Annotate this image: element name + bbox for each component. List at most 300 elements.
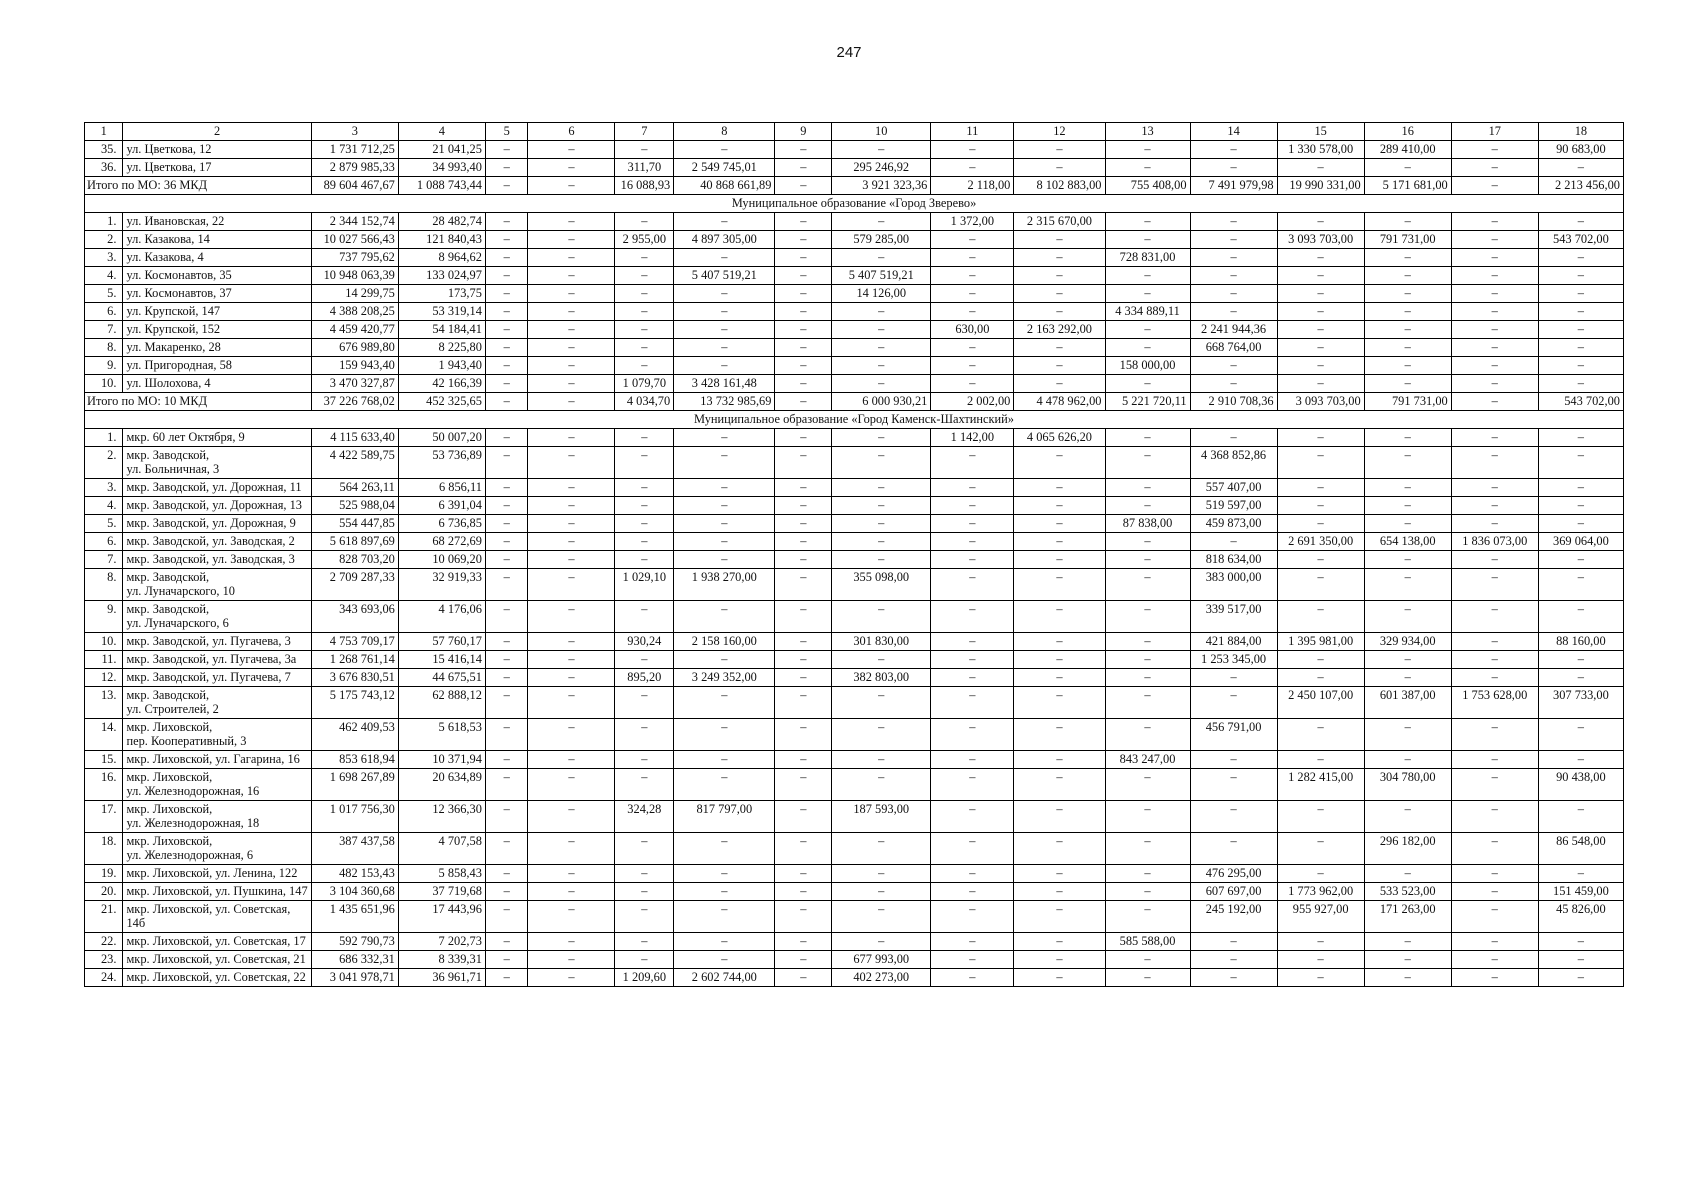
table-cell: – xyxy=(674,865,775,883)
table-cell: – xyxy=(1105,633,1190,651)
table-cell: 2 002,00 xyxy=(931,393,1014,411)
table-cell: – xyxy=(1105,339,1190,357)
table-cell: 1 268 761,14 xyxy=(311,651,398,669)
table-cell: 37 719,68 xyxy=(398,883,485,901)
table-cell: – xyxy=(1014,249,1105,267)
row-number: 3. xyxy=(85,249,123,267)
table-cell: 14 126,00 xyxy=(832,285,931,303)
row-number: 8. xyxy=(85,569,123,601)
header-cell: 13 xyxy=(1105,123,1190,141)
table-cell: – xyxy=(1277,951,1364,969)
table-cell: 301 830,00 xyxy=(832,633,931,651)
table-cell: 8 102 883,00 xyxy=(1014,177,1105,195)
table-cell: – xyxy=(1277,933,1364,951)
table-cell: – xyxy=(832,769,931,801)
table-cell: 482 153,43 xyxy=(311,865,398,883)
table-cell: 4 897 305,00 xyxy=(674,231,775,249)
table-cell: – xyxy=(1538,719,1623,751)
table-cell: 28 482,74 xyxy=(398,213,485,231)
table-cell: 1 253 345,00 xyxy=(1190,651,1277,669)
row-number: 5. xyxy=(85,285,123,303)
total-row xyxy=(85,393,1624,411)
table-cell: – xyxy=(1364,375,1451,393)
table-cell: – xyxy=(674,141,775,159)
table-cell: 2 241 944,36 xyxy=(1190,321,1277,339)
table-cell: – xyxy=(931,267,1014,285)
row-number: 8. xyxy=(85,339,123,357)
address-cell: ул. Макаренко, 28 xyxy=(123,339,311,357)
table-cell: – xyxy=(832,933,931,951)
table-cell: – xyxy=(1451,303,1538,321)
table-cell: – xyxy=(485,303,528,321)
row-number: 13. xyxy=(85,687,123,719)
table-cell: 1 142,00 xyxy=(931,429,1014,447)
table-cell: – xyxy=(1190,969,1277,987)
section-title: Муниципальное образование «Город Каменск-Шахтинский» xyxy=(85,411,1624,429)
table-cell: 3 249 352,00 xyxy=(674,669,775,687)
address-cell: ул. Пригородная, 58 xyxy=(123,357,311,375)
table-cell: 1 938 270,00 xyxy=(674,569,775,601)
table-cell: – xyxy=(775,569,832,601)
table-cell: – xyxy=(775,769,832,801)
address-cell: мкр. Лиховской, ул. Гагарина, 16 xyxy=(123,751,311,769)
table-cell: – xyxy=(775,969,832,987)
table-cell: – xyxy=(1364,285,1451,303)
table-cell: 2 602 744,00 xyxy=(674,969,775,987)
table-cell: – xyxy=(674,285,775,303)
table-cell: – xyxy=(832,901,931,933)
table-cell: – xyxy=(1451,231,1538,249)
table-cell: – xyxy=(1364,213,1451,231)
table-cell: – xyxy=(775,177,832,195)
table-cell: 329 934,00 xyxy=(1364,633,1451,651)
table-cell: – xyxy=(1364,357,1451,375)
table-cell: – xyxy=(1105,321,1190,339)
table-cell: – xyxy=(1451,357,1538,375)
table-cell: – xyxy=(485,669,528,687)
table-row xyxy=(85,231,1624,249)
table-cell: – xyxy=(1105,141,1190,159)
table-cell: 677 993,00 xyxy=(832,951,931,969)
table-cell: – xyxy=(485,339,528,357)
table-cell: 452 325,65 xyxy=(398,393,485,411)
table-cell: – xyxy=(1190,429,1277,447)
table-cell: – xyxy=(615,719,674,751)
table-cell: – xyxy=(1364,719,1451,751)
table-cell: – xyxy=(528,497,615,515)
table-row xyxy=(85,651,1624,669)
table-cell: – xyxy=(528,321,615,339)
table-cell: – xyxy=(775,285,832,303)
table-row xyxy=(85,751,1624,769)
table-cell: – xyxy=(832,321,931,339)
table-cell: – xyxy=(528,833,615,865)
table-cell: – xyxy=(931,569,1014,601)
table-row xyxy=(85,321,1624,339)
table-cell: – xyxy=(1538,865,1623,883)
table-cell: – xyxy=(1364,159,1451,177)
address-cell: мкр. Лиховской, ул. Советская, 17 xyxy=(123,933,311,951)
table-cell: – xyxy=(1451,213,1538,231)
table-cell: 355 098,00 xyxy=(832,569,931,601)
table-cell: – xyxy=(485,213,528,231)
table-cell: – xyxy=(485,357,528,375)
table-cell: – xyxy=(485,719,528,751)
table-cell: – xyxy=(931,801,1014,833)
table-cell: – xyxy=(528,601,615,633)
table-cell: 519 597,00 xyxy=(1190,497,1277,515)
table-cell: – xyxy=(1014,719,1105,751)
address-cell: мкр. Заводской, ул. Заводская, 2 xyxy=(123,533,311,551)
table-cell: – xyxy=(1277,303,1364,321)
table-cell: 5 171 681,00 xyxy=(1364,177,1451,195)
table-cell: 12 366,30 xyxy=(398,801,485,833)
table-cell: – xyxy=(1190,303,1277,321)
table-cell: – xyxy=(674,751,775,769)
table-cell: – xyxy=(931,303,1014,321)
table-cell: 6 736,85 xyxy=(398,515,485,533)
table-cell: – xyxy=(931,357,1014,375)
table-cell: 737 795,62 xyxy=(311,249,398,267)
table-cell: 554 447,85 xyxy=(311,515,398,533)
table-cell: 456 791,00 xyxy=(1190,719,1277,751)
table-cell: – xyxy=(775,497,832,515)
table-cell: – xyxy=(1277,159,1364,177)
address-cell: мкр. Лиховской, ул. Советская, 14б xyxy=(123,901,311,933)
table-cell: 369 064,00 xyxy=(1538,533,1623,551)
row-number: 9. xyxy=(85,357,123,375)
table-row xyxy=(85,285,1624,303)
address-cell: мкр. Лиховской, ул. Пушкина, 147 xyxy=(123,883,311,901)
table-cell: 68 272,69 xyxy=(398,533,485,551)
table-cell: 1 435 651,96 xyxy=(311,901,398,933)
table-cell: – xyxy=(931,951,1014,969)
table-row xyxy=(85,601,1624,633)
table-cell: – xyxy=(485,375,528,393)
table-cell: – xyxy=(1538,497,1623,515)
table-cell: – xyxy=(1014,141,1105,159)
table-cell: – xyxy=(1538,303,1623,321)
table-cell: – xyxy=(775,249,832,267)
table-cell: 4 065 626,20 xyxy=(1014,429,1105,447)
table-cell: 36 961,71 xyxy=(398,969,485,987)
table-cell: – xyxy=(1277,969,1364,987)
table-cell: 17 443,96 xyxy=(398,901,485,933)
table-cell: – xyxy=(674,551,775,569)
table-cell: – xyxy=(1364,801,1451,833)
table-cell: 19 990 331,00 xyxy=(1277,177,1364,195)
table-cell: – xyxy=(1538,933,1623,951)
table-cell: 533 523,00 xyxy=(1364,883,1451,901)
table-cell: 53 319,14 xyxy=(398,303,485,321)
table-cell: 585 588,00 xyxy=(1105,933,1190,951)
table-cell: – xyxy=(528,901,615,933)
table-cell: – xyxy=(1190,801,1277,833)
table-row xyxy=(85,515,1624,533)
table-cell: – xyxy=(485,687,528,719)
table-cell: – xyxy=(832,479,931,497)
table-cell: – xyxy=(674,769,775,801)
table-cell: 2 158 160,00 xyxy=(674,633,775,651)
table-cell: – xyxy=(1451,651,1538,669)
table-cell: – xyxy=(1538,285,1623,303)
table-cell: – xyxy=(1014,969,1105,987)
table-cell: – xyxy=(1364,951,1451,969)
table-cell: 13 732 985,69 xyxy=(674,393,775,411)
table-cell: 245 192,00 xyxy=(1190,901,1277,933)
row-number: 15. xyxy=(85,751,123,769)
table-cell: 382 803,00 xyxy=(832,669,931,687)
table-cell: – xyxy=(931,751,1014,769)
header-cell: 17 xyxy=(1451,123,1538,141)
table-cell: – xyxy=(832,865,931,883)
table-cell: – xyxy=(528,357,615,375)
table-cell: – xyxy=(485,267,528,285)
table-cell: – xyxy=(1277,651,1364,669)
table-cell: – xyxy=(1277,751,1364,769)
table-row xyxy=(85,339,1624,357)
table-cell: – xyxy=(1364,249,1451,267)
table-cell: – xyxy=(485,883,528,901)
table-cell: – xyxy=(1364,267,1451,285)
table-cell: – xyxy=(931,447,1014,479)
table-cell: – xyxy=(1105,375,1190,393)
table-cell: – xyxy=(832,447,931,479)
table-cell: – xyxy=(615,321,674,339)
table-cell: – xyxy=(615,447,674,479)
table-cell: – xyxy=(1451,751,1538,769)
table-cell: – xyxy=(1014,601,1105,633)
table-cell: – xyxy=(931,159,1014,177)
table-cell: – xyxy=(1538,339,1623,357)
table-cell: – xyxy=(1538,375,1623,393)
table-cell: – xyxy=(1451,515,1538,533)
row-number: 12. xyxy=(85,669,123,687)
table-cell: 654 138,00 xyxy=(1364,533,1451,551)
table-cell: 2 879 985,33 xyxy=(311,159,398,177)
table-cell: 895,20 xyxy=(615,669,674,687)
table-cell: 20 634,89 xyxy=(398,769,485,801)
table-cell: – xyxy=(832,357,931,375)
total-label: Итого по МО: 36 МКД xyxy=(85,177,312,195)
table-cell: 2 955,00 xyxy=(615,231,674,249)
header-cell: 15 xyxy=(1277,123,1364,141)
row-number: 2. xyxy=(85,231,123,249)
table-cell: 1 017 756,30 xyxy=(311,801,398,833)
table-cell: – xyxy=(1538,651,1623,669)
table-cell: – xyxy=(528,969,615,987)
table-cell: – xyxy=(832,375,931,393)
address-cell: мкр. Лиховской, ул. Ленина, 122 xyxy=(123,865,311,883)
table-cell: – xyxy=(485,833,528,865)
table-cell: – xyxy=(1538,515,1623,533)
table-cell: – xyxy=(1538,267,1623,285)
table-cell: – xyxy=(674,303,775,321)
table-cell: – xyxy=(775,429,832,447)
address-cell: мкр. Заводской, ул. Дорожная, 11 xyxy=(123,479,311,497)
table-cell: – xyxy=(1538,669,1623,687)
table-cell: – xyxy=(1277,285,1364,303)
table-cell: – xyxy=(485,633,528,651)
table-cell: – xyxy=(1364,479,1451,497)
table-cell: – xyxy=(485,969,528,987)
header-cell: 18 xyxy=(1538,123,1623,141)
table-cell: – xyxy=(775,933,832,951)
row-number: 6. xyxy=(85,303,123,321)
table-cell: – xyxy=(615,951,674,969)
table-cell: – xyxy=(1105,285,1190,303)
table-cell: – xyxy=(832,551,931,569)
table-cell: – xyxy=(775,375,832,393)
table-cell: 3 104 360,68 xyxy=(311,883,398,901)
table-cell: – xyxy=(1451,393,1538,411)
table-cell: 7 202,73 xyxy=(398,933,485,951)
table-cell: – xyxy=(1014,801,1105,833)
table-cell: 10 371,94 xyxy=(398,751,485,769)
table-cell: 728 831,00 xyxy=(1105,249,1190,267)
header-cell: 12 xyxy=(1014,123,1105,141)
row-number: 16. xyxy=(85,769,123,801)
table-cell: – xyxy=(1014,285,1105,303)
address-cell: мкр. Лиховской, ул. Железнодорожная, 6 xyxy=(123,833,311,865)
table-row xyxy=(85,429,1624,447)
header-cell: 9 xyxy=(775,123,832,141)
address-cell: мкр. Лиховской, ул. Железнодорожная, 18 xyxy=(123,801,311,833)
table-cell: 133 024,97 xyxy=(398,267,485,285)
table-cell: – xyxy=(1190,357,1277,375)
table-cell: 543 702,00 xyxy=(1538,393,1623,411)
table-cell: – xyxy=(1190,833,1277,865)
table-cell: – xyxy=(615,687,674,719)
header-cell: 2 xyxy=(123,123,311,141)
table-cell: – xyxy=(1277,249,1364,267)
row-number: 5. xyxy=(85,515,123,533)
table-cell: – xyxy=(1014,339,1105,357)
address-cell: ул. Цветкова, 17 xyxy=(123,159,311,177)
total-row xyxy=(85,177,1624,195)
table-cell: – xyxy=(1105,429,1190,447)
table-cell: 2 549 745,01 xyxy=(674,159,775,177)
table-cell: – xyxy=(1014,933,1105,951)
table-row xyxy=(85,357,1624,375)
table-cell: – xyxy=(528,393,615,411)
section-title: Муниципальное образование «Город Зверево» xyxy=(85,195,1624,213)
table-cell: – xyxy=(1538,601,1623,633)
address-cell: мкр. Лиховской, ул. Советская, 22 xyxy=(123,969,311,987)
table-cell: – xyxy=(615,769,674,801)
table-cell: – xyxy=(775,751,832,769)
table-cell: – xyxy=(528,249,615,267)
table-cell: 476 295,00 xyxy=(1190,865,1277,883)
table-cell: 54 184,41 xyxy=(398,321,485,339)
table-cell: – xyxy=(615,833,674,865)
table-row xyxy=(85,497,1624,515)
table-row xyxy=(85,551,1624,569)
table-cell: – xyxy=(1105,883,1190,901)
table-row xyxy=(85,249,1624,267)
address-cell: мкр. Заводской, ул. Дорожная, 13 xyxy=(123,497,311,515)
table-cell: – xyxy=(931,769,1014,801)
table-cell: – xyxy=(1538,321,1623,339)
table-cell: – xyxy=(674,933,775,951)
table-cell: 10 027 566,43 xyxy=(311,231,398,249)
table-cell: – xyxy=(485,479,528,497)
table-cell: – xyxy=(1538,969,1623,987)
table-cell: – xyxy=(674,497,775,515)
table-cell: – xyxy=(615,497,674,515)
row-number: 24. xyxy=(85,969,123,987)
table-cell: – xyxy=(1451,669,1538,687)
table-row xyxy=(85,769,1624,801)
section-row xyxy=(85,195,1624,213)
table-row xyxy=(85,213,1624,231)
table-cell: – xyxy=(1277,213,1364,231)
table-cell: 2 315 670,00 xyxy=(1014,213,1105,231)
table-cell: 1 698 267,89 xyxy=(311,769,398,801)
table-cell: 3 921 323,36 xyxy=(832,177,931,195)
table-cell: – xyxy=(528,651,615,669)
table-cell: – xyxy=(1277,833,1364,865)
table-cell: – xyxy=(1364,751,1451,769)
table-cell: 3 428 161,48 xyxy=(674,375,775,393)
table-row xyxy=(85,719,1624,751)
table-cell: – xyxy=(1014,687,1105,719)
table-cell: – xyxy=(931,969,1014,987)
table-cell: 930,24 xyxy=(615,633,674,651)
table-cell: – xyxy=(832,141,931,159)
table-cell: – xyxy=(1364,515,1451,533)
table-cell: – xyxy=(832,719,931,751)
header-cell: 11 xyxy=(931,123,1014,141)
table-cell: 818 634,00 xyxy=(1190,551,1277,569)
table-cell: 7 491 979,98 xyxy=(1190,177,1277,195)
table-cell: 296 182,00 xyxy=(1364,833,1451,865)
table-cell: – xyxy=(832,497,931,515)
table-cell: – xyxy=(1277,321,1364,339)
row-number: 35. xyxy=(85,141,123,159)
table-cell: – xyxy=(1105,231,1190,249)
table-cell: 564 263,11 xyxy=(311,479,398,497)
table-cell: – xyxy=(485,569,528,601)
table-cell: 1 330 578,00 xyxy=(1277,141,1364,159)
table-cell: – xyxy=(1451,901,1538,933)
table-cell: – xyxy=(1277,497,1364,515)
row-number: 11. xyxy=(85,651,123,669)
table-cell: – xyxy=(674,901,775,933)
table-cell: 37 226 768,02 xyxy=(311,393,398,411)
table-cell: 755 408,00 xyxy=(1105,177,1190,195)
table-cell: 3 093 703,00 xyxy=(1277,393,1364,411)
table-cell: – xyxy=(931,249,1014,267)
table-row xyxy=(85,833,1624,865)
table-cell: 557 407,00 xyxy=(1190,479,1277,497)
table-cell: – xyxy=(1277,515,1364,533)
table-cell: 686 332,31 xyxy=(311,951,398,969)
table-cell: – xyxy=(674,651,775,669)
table-cell: 1 029,10 xyxy=(615,569,674,601)
table-cell: – xyxy=(1105,159,1190,177)
table-row xyxy=(85,901,1624,933)
table-cell: 87 838,00 xyxy=(1105,515,1190,533)
table-cell: – xyxy=(1451,479,1538,497)
table-cell: – xyxy=(1364,933,1451,951)
table-cell: 1 773 962,00 xyxy=(1277,883,1364,901)
table-cell: 5 407 519,21 xyxy=(674,267,775,285)
table-cell: 5 175 743,12 xyxy=(311,687,398,719)
table-cell: – xyxy=(485,321,528,339)
table-cell: – xyxy=(832,533,931,551)
table-cell: – xyxy=(1538,569,1623,601)
